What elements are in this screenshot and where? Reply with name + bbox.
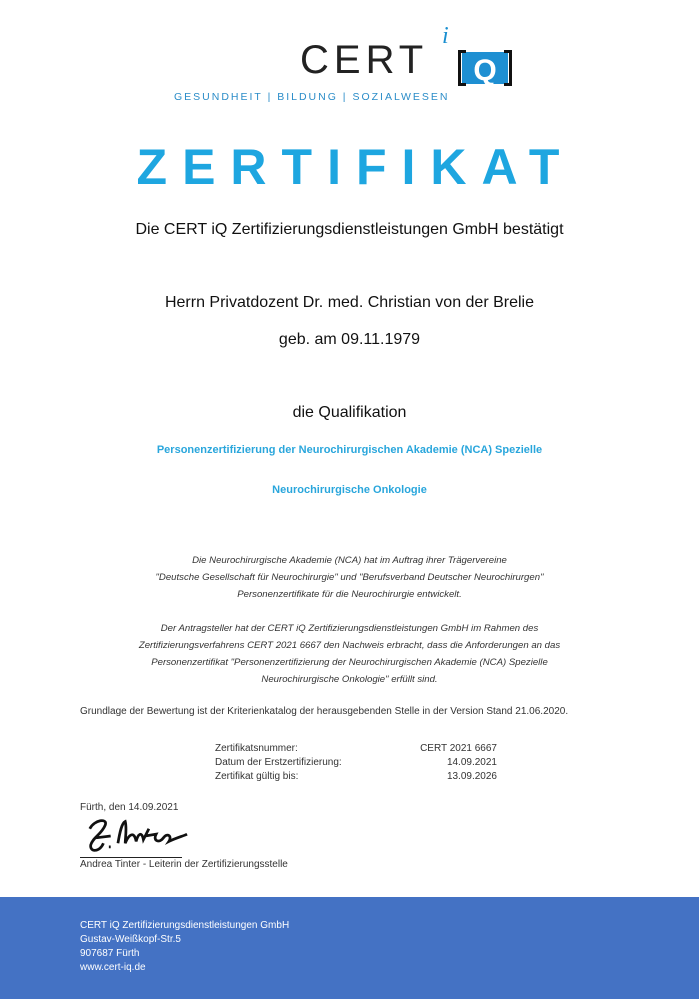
recipient-birth: geb. am 09.11.1979: [278, 331, 421, 348]
place-date: Fürth, den 14.09.2021: [80, 802, 179, 813]
certificate-title: ZERTIFIKAT: [136, 139, 575, 195]
signature-line: [80, 857, 182, 858]
qualification-label: die Qualifikation: [292, 404, 407, 421]
logo-tagline: GESUNDHEIT | BILDUNG | SOZIALWESEN: [174, 91, 450, 103]
basis-text: Grundlage der Bewertung ist der Kriterienkatalog der herausgebenden Stelle in der Version Stand 21.06.2020.: [80, 706, 569, 717]
detail-label: Zertifikatsnummer:: [215, 743, 298, 754]
logo-q-letter: Q: [473, 54, 497, 86]
detail-row: [215, 756, 497, 770]
qualification-line-2: Neurochirurgische Onkologie: [272, 484, 427, 496]
detail-value: 13.09.2026: [446, 771, 497, 782]
footer: [0, 897, 699, 999]
paragraph-line: Personenzertifikat "Personenzertifizierung der Neurochirurgischen Akademie (NCA) Spezielle: [151, 657, 548, 668]
paragraph-line: Neurochirurgische Onkologie" erfüllt sind.: [261, 674, 438, 685]
logo-brand: CERT: [300, 38, 429, 82]
detail-label: Zertifikat gültig bis:: [215, 771, 299, 782]
logo-i: i: [442, 23, 449, 49]
paragraph-line: Personenzertifikate für die Neurochirurgie entwickelt.: [237, 589, 462, 600]
paragraph-applicant: [0, 620, 699, 688]
qualification-line-1: Personenzertifizierung der Neurochirurgischen Akademie (NCA) Spezielle: [156, 444, 543, 456]
paragraph-line: Zertifizierungsverfahrens CERT 2021 6667 den Nachweis erbracht, dass die Anforderungen an das: [138, 640, 561, 651]
signature: [80, 816, 195, 861]
footer-company: CERT iQ Zertifizierungsdienstleistungen GmbH: [80, 920, 290, 931]
paragraph-line: "Deutsche Gesellschaft für Neurochirurgie" und "Berufsverband Deutscher Neurochirurgen": [155, 572, 544, 583]
paragraph-nca: [0, 552, 699, 603]
intro-text: Die CERT iQ Zertifizierungsdienstleistungen GmbH bestätigt: [135, 221, 564, 238]
paragraph-line: Die Neurochirurgische Akademie (NCA) hat im Auftrag ihrer Trägervereine: [192, 555, 507, 566]
recipient-name: Herrn Privatdozent Dr. med. Christian von der Brelie: [164, 294, 535, 311]
detail-row: [215, 770, 497, 784]
detail-label: Datum der Erstzertifizierung:: [215, 757, 342, 768]
footer-street: Gustav-Weißkopf-Str.5: [80, 934, 181, 945]
details-table: [215, 742, 497, 784]
signatory: Andrea Tinter - Leiterin der Zertifizierungsstelle: [80, 859, 288, 870]
detail-value: CERT 2021 6667: [420, 743, 497, 754]
paragraph-line: Der Antragsteller hat der CERT iQ Zertifizierungsdienstleistungen GmbH im Rahmen des: [160, 623, 539, 634]
logo-q-mark: [456, 50, 514, 86]
detail-row: [215, 742, 497, 756]
footer-city: 907687 Fürth: [80, 948, 140, 959]
footer-website-link[interactable]: www.cert-iq.de: [80, 962, 146, 973]
detail-value: 14.09.2021: [446, 757, 497, 768]
